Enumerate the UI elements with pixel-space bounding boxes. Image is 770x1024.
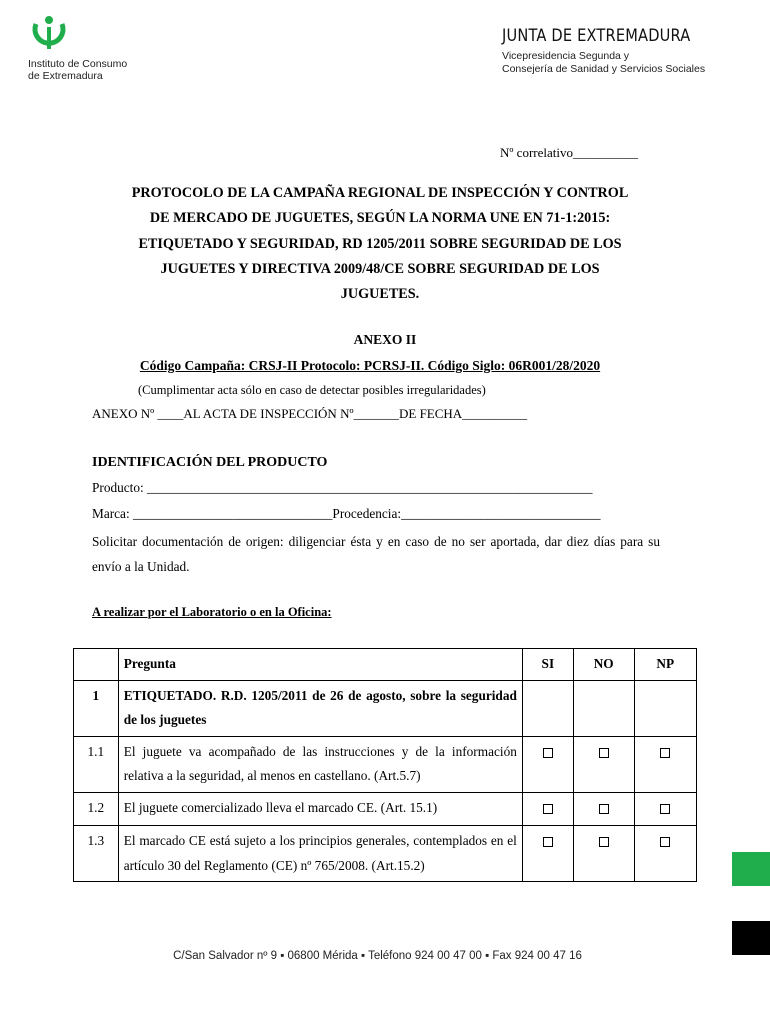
realizar-heading: A realizar por el Laboratorio o en la Oficina:: [92, 605, 332, 619]
header-num-cell: [74, 649, 119, 681]
table-row: [74, 792, 697, 826]
no-checkbox[interactable]: [599, 748, 609, 758]
table-header-row: [74, 649, 697, 681]
junta-title: JUNTA DE EXTREMADURA: [502, 26, 691, 46]
row-num: 1.3: [74, 826, 119, 882]
header-pregunta: Pregunta: [118, 649, 522, 681]
empty-cell: [573, 680, 634, 736]
empty-cell: [634, 680, 696, 736]
instituto-consumo-logo: [28, 14, 158, 88]
instituto-logo-icon: [28, 14, 70, 56]
footer-address: C/San Salvador nº 9 ▪ 06800 Mérida ▪ Teléfono 924 00 47 00 ▪ Fax 924 00 47 16: [173, 950, 582, 962]
junta-extremadura-logo: [502, 26, 742, 76]
document-title: [80, 181, 680, 307]
table-row: [74, 826, 697, 882]
np-checkbox[interactable]: [660, 748, 670, 758]
np-checkbox[interactable]: [660, 804, 670, 814]
row-num: 1.1: [74, 736, 119, 792]
anexo-heading: ANEXO II: [353, 332, 417, 347]
table-row: [74, 736, 697, 792]
title-line: ETIQUETADO Y SEGURIDAD, RD 1205/2011 SOBRE SEGURIDAD DE LOS: [138, 235, 622, 252]
questions-table: [73, 648, 697, 882]
section-num: 1: [74, 680, 119, 736]
header-no: NO: [573, 649, 634, 681]
no-checkbox[interactable]: [599, 837, 609, 847]
header-si: SI: [522, 649, 573, 681]
title-line: JUGUETES Y DIRECTIVA 2009/48/CE SOBRE SEGURIDAD DE LOS: [160, 260, 600, 277]
logo-left-line-1: Instituto de Consumo: [28, 58, 128, 70]
title-line: JUGUETES.: [340, 286, 420, 303]
producto-field: Producto: ___________________________________________________________________: [92, 480, 593, 495]
title-line: PROTOCOLO DE LA CAMPAÑA REGIONAL DE INSPECCIÓN Y CONTROL: [131, 185, 629, 201]
section-text: ETIQUETADO. R.D. 1205/2011 de 26 de agosto, sobre la seguridad de los juguetes: [118, 680, 522, 736]
row-question: El juguete va acompañado de las instrucciones y de la información relativa a la seguridad, al menos en castellano. (Art.5.7): [118, 736, 522, 792]
si-checkbox[interactable]: [543, 837, 553, 847]
si-checkbox[interactable]: [543, 748, 553, 758]
cumplimentar-note: (Cumplimentar acta sólo en caso de detectar posibles irregularidades): [138, 383, 486, 397]
solicitar-documentacion: Solicitar documentación de origen: diligenciar ésta y en caso de no ser aportada, dar diez días para su envío a la Unidad.: [92, 534, 660, 574]
anexo-acta-line: ANEXO Nº ____AL ACTA DE INSPECCIÓN Nº_______DE FECHA__________: [92, 406, 528, 421]
no-checkbox[interactable]: [599, 804, 609, 814]
row-question: El marcado CE está sujeto a los principios generales, contemplados en el artículo 30 del Reglamento (CE) nº 765/2008. (Art.15.2): [118, 826, 522, 882]
title-line: DE MERCADO DE JUGUETES, SEGÚN LA NORMA UNE EN 71-1:2015:: [149, 210, 611, 227]
section-row: [74, 680, 697, 736]
junta-subtitle-2: Consejería de Sanidad y Servicios Sociales: [502, 63, 706, 75]
row-question: El juguete comercializado lleva el marcado CE. (Art. 15.1): [118, 792, 522, 826]
empty-cell: [522, 680, 573, 736]
green-side-button[interactable]: [732, 852, 770, 886]
black-side-button[interactable]: [732, 921, 770, 955]
logo-left-line-2: de Extremadura: [28, 70, 103, 82]
marca-procedencia-field: Marca: ______________________________Procedencia:______________________________: [92, 506, 601, 521]
si-checkbox[interactable]: [543, 804, 553, 814]
numero-correlativo: Nº correlativo__________: [500, 145, 638, 160]
header-np: NP: [634, 649, 696, 681]
identificacion-heading: IDENTIFICACIÓN DEL PRODUCTO: [92, 455, 328, 470]
np-checkbox[interactable]: [660, 837, 670, 847]
junta-subtitle-1: Vicepresidencia Segunda y: [502, 50, 630, 62]
row-num: 1.2: [74, 792, 119, 826]
codigo-campana: Código Campaña: CRSJ-II Protocolo: PCRSJ-II. Código Siglo: 06R001/28/2020: [139, 358, 601, 373]
